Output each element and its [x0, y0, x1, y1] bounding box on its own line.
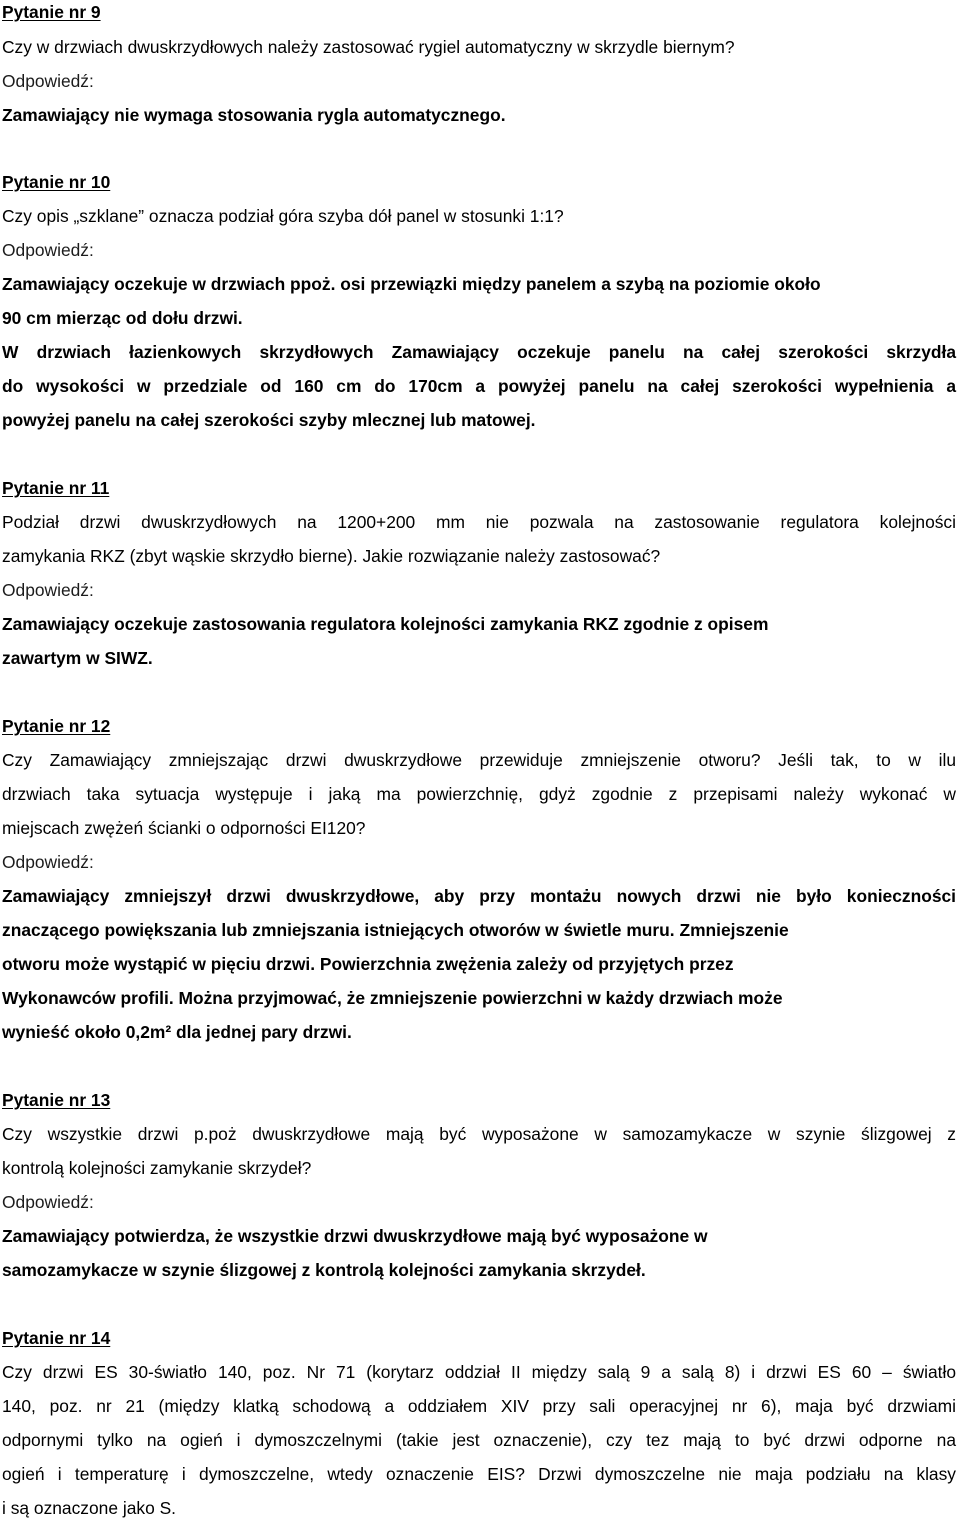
question-text-14-line-4: ogień i temperaturę i dymoszczelne, wtedy oznaczenie EIS? Drzwi dymoszczelne nie maja podziału na klasy	[2, 1464, 956, 1484]
answer-text-11-line-2: zawartym w SIWZ.	[2, 648, 153, 668]
question-heading-13: Pytanie nr 13	[2, 1090, 111, 1110]
question-text-14-line-5: i są oznaczone jako S.	[2, 1498, 177, 1518]
question-text-14-line-1: Czy drzwi ES 30-światło 140, poz. Nr 71 (korytarz oddział II między salą 9 a salą 8) i drzwi ES 60 – światło	[2, 1362, 956, 1382]
question-text-12-line-3: miejscach zwężeń ścianki o odporności EI120?	[2, 818, 366, 838]
answer-text-10-line-1: Zamawiający oczekuje w drzwiach ppoż. osi przewiązki między panelem a szybą na poziomie około	[2, 274, 821, 294]
question-heading-9: Pytanie nr 9	[2, 2, 101, 22]
answer-label-11: Odpowiedź:	[2, 580, 94, 600]
answer-text-12-line-5: wynieść około 0,2m² dla jednej pary drzwi.	[2, 1022, 352, 1042]
answer-label-9: Odpowiedź:	[2, 71, 94, 91]
answer-text-12-line-4: Wykonawców profili. Można przyjmować, że zmniejszenie powierzchni w każdy drzwiach może	[2, 988, 783, 1008]
answer-text-12-line-3: otworu może wystąpić w pięciu drzwi. Powierzchnia zwężenia zależy od przyjętych przez	[2, 954, 734, 974]
answer-text-9: Zamawiający nie wymaga stosowania rygla automatycznego.	[2, 105, 506, 125]
question-text-14-line-2: 140, poz. nr 21 (między klatką schodową a oddziałem XIV przy sali operacyjnej nr 6), maja być drzwiami	[2, 1396, 956, 1416]
question-text-12-line-2: drzwiach taka sytuacja występuje i jaką ma powierzchnię, gdyż zgodnie z przepisami należy wykonać w	[2, 784, 956, 804]
answer-label-10: Odpowiedź:	[2, 240, 94, 260]
question-heading-10: Pytanie nr 10	[2, 172, 111, 192]
answer-text-10-line-5: powyżej panelu na całej szerokości szyby mlecznej lub matowej.	[2, 410, 536, 430]
question-text-14-line-3: odpornymi tylko na ogień i dymoszczelnymi (takie jest oznaczenie), czy tez mają to być drzwi odporne na	[2, 1430, 956, 1450]
question-heading-11: Pytanie nr 11	[2, 478, 110, 498]
answer-text-13-line-2: samozamykacze w szynie ślizgowej z kontrolą kolejności zamykania skrzydeł.	[2, 1260, 646, 1280]
answer-text-13-line-1: Zamawiający potwierdza, że wszystkie drzwi dwuskrzydłowe mają być wyposażone w	[2, 1226, 708, 1246]
question-text-11-line-2: zamykania RKZ (zbyt wąskie skrzydło bierne). Jakie rozwiązanie należy zastosować?	[2, 546, 661, 566]
answer-text-12-line-2: znaczącego powiększania lub zmniejszania istniejących otworów w świetle muru. Zmniejszenie	[2, 920, 789, 940]
answer-text-12-line-1: Zamawiający zmniejszył drzwi dwuskrzydłowe, aby przy montażu nowych drzwi nie było konieczności	[2, 886, 956, 906]
question-text-11-line-1: Podział drzwi dwuskrzydłowych na 1200+200 mm nie pozwala na zastosowanie regulatora kolejności	[2, 512, 956, 532]
answer-text-11-line-1: Zamawiający oczekuje zastosowania regulatora kolejności zamykania RKZ zgodnie z opisem	[2, 614, 769, 634]
question-text-13-line-1: Czy wszystkie drzwi p.poż dwuskrzydłowe mają być wyposażone w samozamykacze w szynie ślizgowej z	[2, 1124, 956, 1144]
answer-label-13: Odpowiedź:	[2, 1192, 94, 1212]
question-text-12-line-1: Czy Zamawiający zmniejszając drzwi dwuskrzydłowe przewiduje zmniejszenie otworu? Jeśli tak, to w ilu	[2, 750, 956, 770]
answer-text-10-line-2: 90 cm mierząc od dołu drzwi.	[2, 308, 243, 328]
question-heading-12: Pytanie nr 12	[2, 716, 111, 736]
question-text-9: Czy w drzwiach dwuskrzydłowych należy zastosować rygiel automatyczny w skrzydle biernym?	[2, 37, 735, 57]
question-heading-14: Pytanie nr 14	[2, 1328, 111, 1348]
answer-text-10-line-3: W drzwiach łazienkowych skrzydłowych Zamawiający oczekuje panelu na całej szerokości skrzydła	[2, 342, 956, 362]
question-text-10: Czy opis „szklane” oznacza podział góra szyba dół panel w stosunki 1:1?	[2, 206, 564, 226]
question-text-13-line-2: kontrolą kolejności zamykanie skrzydeł?	[2, 1158, 312, 1178]
answer-label-12: Odpowiedź:	[2, 852, 94, 872]
answer-text-10-line-4: do wysokości w przedziale od 160 cm do 170cm a powyżej panelu na całej szerokości wypełnienia a	[2, 376, 956, 396]
